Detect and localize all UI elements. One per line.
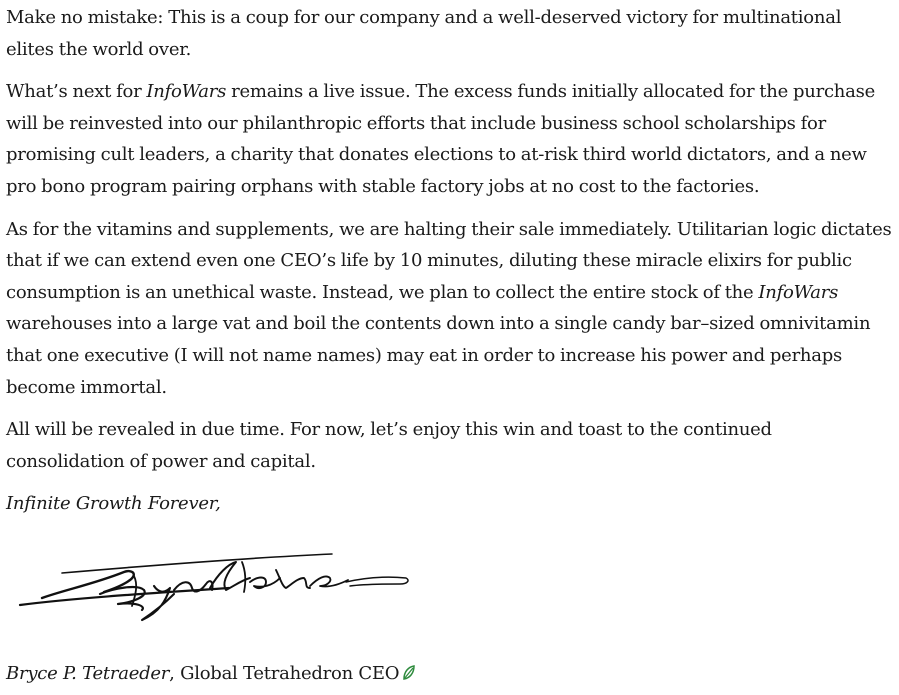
paragraph-text: remains a live issue. The excess funds initially allocated for the purchase will be reinvested into our philanthropic efforts that include business school scholarships for promising cult leaders, a charity that donates elections to at-risk third world dictators, and a new pro bono program pairing orphans with stable factory jobs at no cost to the factories. xyxy=(6,81,875,197)
publication-name: InfoWars xyxy=(146,81,227,103)
paragraph-text: What’s next for xyxy=(6,81,147,103)
paragraph-text: Make no mistake: This is a coup for our company and a well-deserved victory for multinational elites the world over. xyxy=(6,7,842,60)
paragraph-text: As for the vitamins and supplements, we are halting their sale immediately. Utilitarian logic dictates that if we can extend even one CEO’s life by 10 minutes, diluting these miracle elixirs for public consumption is an unethical waste. Instead, we plan to collect the entire stock of the xyxy=(6,218,892,303)
author-name: Bryce P. Tetraeder xyxy=(6,663,170,684)
paragraph-text: warehouses into a large vat and boil the contents down into a single candy bar–sized omnivitamin that one executive (I will not name names) may eat in order to increase his power and perhaps become immortal. xyxy=(6,313,871,398)
article-paragraph xyxy=(6,414,893,477)
article-paragraph xyxy=(6,76,893,202)
author-byline xyxy=(6,658,416,692)
article-paragraph xyxy=(6,214,893,404)
signoff: Infinite Growth Forever, xyxy=(6,493,221,515)
handwritten-signature xyxy=(14,548,414,628)
article-paragraph xyxy=(6,2,893,65)
signature-image xyxy=(14,548,414,628)
author-title: , Global Tetrahedron CEO xyxy=(169,663,400,684)
publication-name: InfoWars xyxy=(758,281,839,303)
paragraph-text: All will be revealed in due time. For now, let’s enjoy this win and toast to the continued consolidation of power and capital. xyxy=(6,419,772,472)
article-paragraphs xyxy=(6,2,893,477)
onion-leaf-icon xyxy=(402,660,416,692)
